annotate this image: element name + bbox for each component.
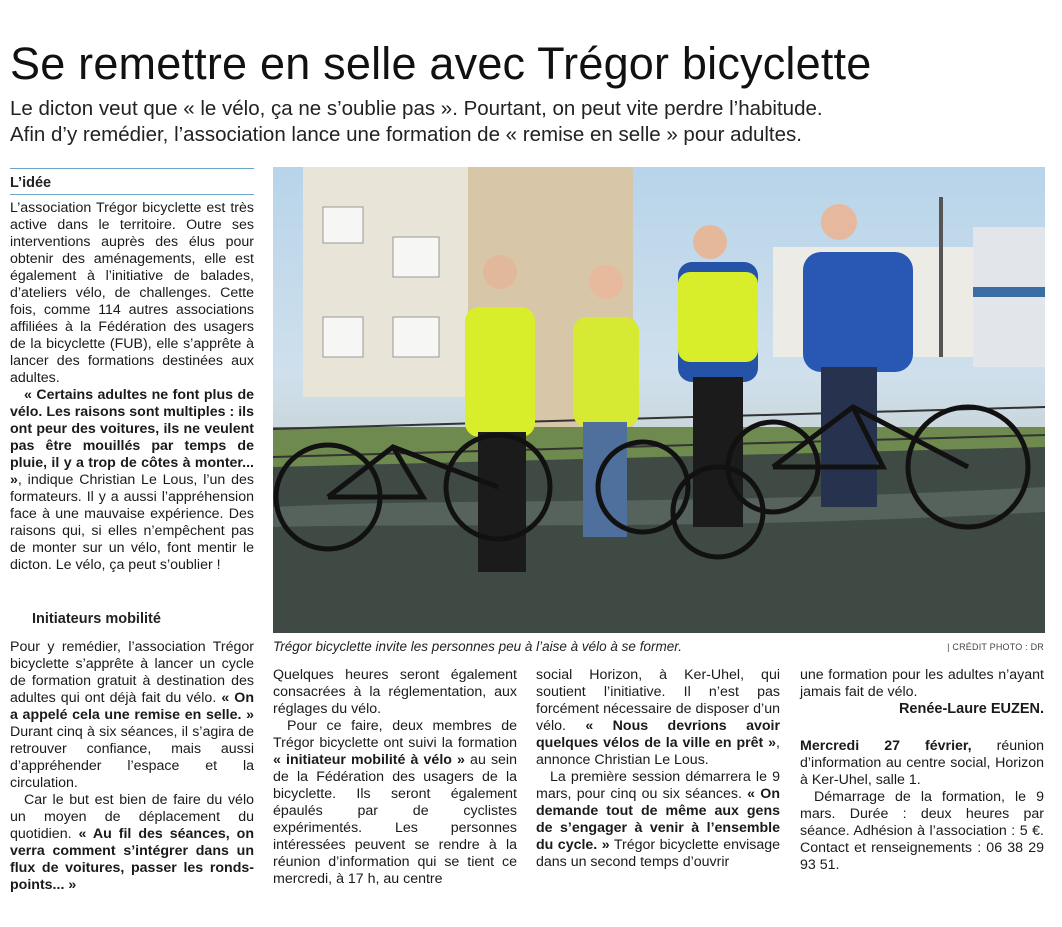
quote: « On demande tout de même aux gens de s’engager à venir à l’ensemble du cycle. » <box>536 786 780 853</box>
quote: « Au fil des séances, on verra comment s’intégrer dans un flux de voitures, passer les ronds-points... » <box>10 826 254 893</box>
author-signature: Renée-Laure EUZEN. <box>898 701 1044 717</box>
paragraph: Démarrage de la formation, le 9 mars. Durée : deux heures par séance. Adhésion à l’association : 5 €. Contact et renseignements : 06 38 29 93 51. <box>800 789 1044 873</box>
standfirst <box>10 96 1050 148</box>
photo-caption: Trégor bicyclette invite les personnes peu à l’aise à vélo à se former. <box>273 639 682 654</box>
standfirst-line-2: Afin d’y remédier, l’association lance une formation de « remise en selle » pour adultes. <box>10 123 802 146</box>
kicker-divider <box>10 194 254 195</box>
text: , indique Christian Le Lous, l’un des formateurs. Il y a aussi l’appréhension face à une mauvaise expérience. Des raisons qui, si elles n’empêchent pas de monter sur un vélo, font mentir le dicton. Le vélo, ça peut s’oublier ! <box>10 472 254 573</box>
text: , annonce Christian Le Lous. <box>536 735 780 768</box>
paragraph: une formation pour les adultes n’ayant jamais fait de vélo. <box>800 667 1044 700</box>
paragraph <box>10 792 254 894</box>
text: réunion d’information au centre social, Horizon à Ker-Uhel, salle 1. <box>800 738 1044 788</box>
kicker-label: L’idée <box>10 168 254 191</box>
text: au sein de la Fédération des usagers de la bicyclette. Ils seront également épaulés par de cyclistes expérimentés. Les personnes intéressées peuvent se rendre à la réunion d’information qui se tient ce mercredi, à 17 h, au centre <box>273 752 517 887</box>
paragraph: Quelques heures seront également consacrées à la réglementation, aux réglages du vélo. <box>273 667 517 717</box>
column-1-bottom <box>10 639 254 894</box>
text: Durant cinq à six séances, il s’agira de retrouver confiance, mais aussi d’appréhender l’espace et la circulation. <box>10 724 254 791</box>
spacer <box>800 718 1044 738</box>
column-3 <box>536 667 780 871</box>
paragraph <box>536 769 780 871</box>
column-2 <box>273 667 517 888</box>
text: Pour ce faire, deux membres de Trégor bicyclette ont suivi la formation <box>273 718 517 751</box>
quote: « On a appelé cela une remise en selle. » <box>10 690 254 723</box>
text: Car le but est bien de faire du vélo un moyen de déplacement du quotidien. <box>10 792 254 842</box>
photo-credit: | CRÉDIT PHOTO : DR <box>947 642 1044 652</box>
article-photo <box>273 167 1045 633</box>
paragraph <box>536 667 780 769</box>
photo-illustration <box>273 167 1045 633</box>
text: Pour y remédier, l’association Trégor bicyclette s’apprête à lancer un cycle de formation gratuit à destination des adultes qui ont déjà fait du vélo. <box>10 639 254 706</box>
paragraph <box>273 718 517 888</box>
text: social Horizon, à Ker-Uhel, qui soutient l’initiative. Il n’est pas forcément nécessaire de disposer d’un vélo. <box>536 667 780 734</box>
text: Trégor bicyclette envisage dans un second temps d’ouvrir <box>536 837 780 870</box>
paragraph <box>10 387 254 574</box>
quote: « initiateur mobilité à vélo » <box>273 752 465 768</box>
event-date: Mercredi 27 février, <box>800 738 972 754</box>
quote: « Nous devrions avoir quelques vélos de la ville en prêt » <box>536 718 780 751</box>
standfirst-line-1: Le dicton veut que « le vélo, ça ne s’oublie pas ». Pourtant, on peut vite perdre l’habitude. <box>10 97 823 120</box>
info-paragraph <box>800 738 1044 789</box>
paragraph: L’association Trégor bicyclette est très active dans le territoire. Outre ses interventions auprès des élus pour obtenir des aménagements, elle est également à l’initiative de balades, d’ateliers vélo, de challenges. Cette fois, comme 114 autres associations affiliées à la Fédération des usagers de la bicyclette (FUB), elle s’apprête à lancer des formations destinées aux adultes. <box>10 200 254 386</box>
headline: Se remettre en selle avec Trégor bicyclette <box>10 38 872 89</box>
column-1-top <box>10 200 254 574</box>
column-4 <box>800 667 1044 874</box>
subheading: Initiateurs mobilité <box>32 611 161 627</box>
text: La première session démarrera le 9 mars, pour cinq ou six séances. <box>536 769 780 802</box>
paragraph <box>10 639 254 792</box>
quote: « Certains adultes ne font plus de vélo. Les raisons sont multiples : ils ont peur des voitures, ils ne veulent pas être mouillés par temps de pluie, il y a trop de côtes à monter... » <box>10 387 254 488</box>
